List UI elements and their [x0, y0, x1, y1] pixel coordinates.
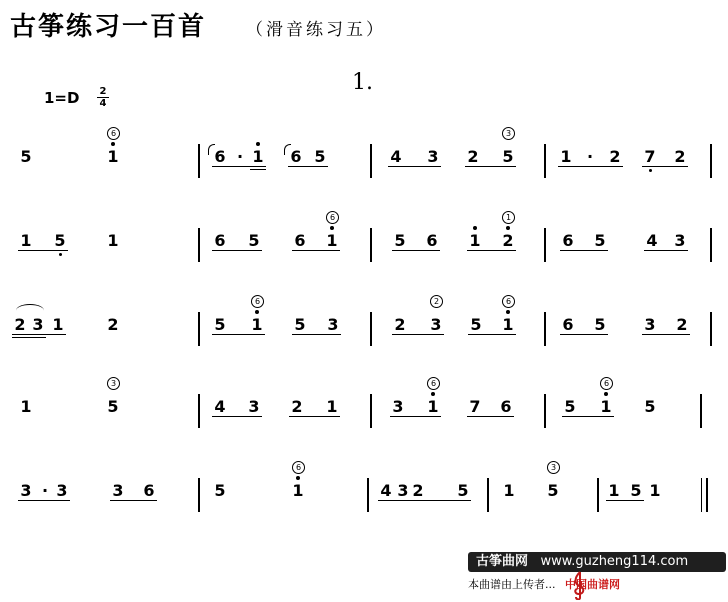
- octave-dot-above: [296, 476, 300, 480]
- underline-beam: [606, 500, 644, 501]
- underline-beam: [562, 416, 614, 417]
- barline: [370, 228, 372, 262]
- string-number-marker: 1: [502, 211, 515, 224]
- underline-beam: [378, 500, 411, 501]
- jianpu-note: 5: [594, 231, 606, 250]
- string-number-marker: 6: [600, 377, 613, 390]
- jianpu-note: 2: [394, 315, 406, 334]
- string-number-marker: 6: [251, 295, 264, 308]
- jianpu-note: 2: [467, 147, 479, 166]
- jianpu-note: 5: [630, 481, 642, 500]
- underline-beam: [560, 334, 608, 335]
- jianpu-note: 5: [394, 231, 406, 250]
- string-number-marker: 6: [502, 295, 515, 308]
- underline-beam: [642, 334, 690, 335]
- underline-beam: [560, 250, 608, 251]
- jianpu-note: 5: [214, 481, 226, 500]
- barline: [198, 394, 200, 428]
- underline-beam: [212, 250, 262, 251]
- jianpu-note: 1: [502, 315, 514, 334]
- jianpu-note: 1: [649, 481, 661, 500]
- watermark-brand: 中国曲谱网: [565, 578, 620, 591]
- barline: [710, 312, 712, 346]
- jianpu-note: ·: [236, 147, 244, 166]
- jianpu-note: 3: [56, 481, 68, 500]
- jianpu-note: 1: [52, 315, 64, 334]
- jianpu-note: 3: [248, 397, 260, 416]
- jianpu-note: 5: [457, 481, 469, 500]
- octave-dot-below: [59, 253, 62, 256]
- jianpu-note: 5: [54, 231, 66, 250]
- octave-dot-below: [649, 169, 652, 172]
- barline: [544, 394, 546, 428]
- jianpu-note: 1: [503, 481, 515, 500]
- jianpu-note: 3: [112, 481, 124, 500]
- barline: [544, 228, 546, 262]
- jianpu-note: 1: [326, 397, 338, 416]
- barline: [700, 394, 702, 428]
- jianpu-note: 5: [644, 397, 656, 416]
- jianpu-note: 3: [392, 397, 404, 416]
- barline: [370, 144, 372, 178]
- jianpu-note: 6: [214, 147, 226, 166]
- jianpu-note: 6: [562, 231, 574, 250]
- page-subtitle: （滑音练习五）: [246, 20, 386, 40]
- underline-beam: [392, 250, 440, 251]
- underline-beam: [467, 416, 514, 417]
- underline-beam: [212, 416, 262, 417]
- underline-beam: [642, 166, 688, 167]
- octave-dot-above: [604, 392, 608, 396]
- octave-dot-above: [506, 310, 510, 314]
- jianpu-note: 5: [314, 147, 326, 166]
- underline-beam: [288, 166, 328, 167]
- underline-beam-double: [12, 337, 46, 338]
- barline: [198, 478, 200, 512]
- underline-beam: [468, 334, 516, 335]
- barline: [198, 312, 200, 346]
- jianpu-note: 5: [214, 315, 226, 334]
- jianpu-note: 1: [107, 231, 119, 250]
- key-signature: 1=D: [44, 89, 80, 107]
- jianpu-note: 6: [214, 231, 226, 250]
- string-number-marker: 3: [107, 377, 120, 390]
- jianpu-note: 2: [412, 481, 424, 500]
- jianpu-note: 4: [390, 147, 402, 166]
- jianpu-note: 1: [326, 231, 338, 250]
- underline-beam: [18, 250, 68, 251]
- barline: [198, 228, 200, 262]
- underline-beam: [110, 500, 157, 501]
- jianpu-note: 1: [469, 231, 481, 250]
- barline: [367, 478, 369, 512]
- jianpu-note: 6: [294, 231, 306, 250]
- jianpu-note: 1: [292, 481, 304, 500]
- jianpu-note: 6: [426, 231, 438, 250]
- jianpu-note: 7: [644, 147, 656, 166]
- watermark-banner: [468, 552, 726, 572]
- barline: [544, 312, 546, 346]
- slur-arc: [16, 304, 44, 317]
- underline-beam: [392, 334, 444, 335]
- underline-beam: [18, 500, 70, 501]
- jianpu-note: 4: [214, 397, 226, 416]
- barline: [487, 478, 489, 512]
- octave-dot-above: [330, 226, 334, 230]
- watermark-footer: [468, 576, 726, 594]
- jianpu-note: 1: [20, 397, 32, 416]
- underline-beam: [289, 416, 340, 417]
- jianpu-note: 1: [20, 231, 32, 250]
- jianpu-note: 5: [564, 397, 576, 416]
- underline-beam: [12, 334, 66, 335]
- jianpu-note: 2: [676, 315, 688, 334]
- barline: [597, 478, 599, 512]
- piece-number: 1.: [352, 70, 373, 95]
- barline: [198, 144, 200, 178]
- jianpu-note: 2: [107, 315, 119, 334]
- jianpu-note: 5: [107, 397, 119, 416]
- jianpu-note: 6: [290, 147, 302, 166]
- jianpu-note: 5: [20, 147, 32, 166]
- barline: [544, 144, 546, 178]
- jianpu-note: 5: [248, 231, 260, 250]
- jianpu-note: 3: [674, 231, 686, 250]
- octave-dot-above: [506, 226, 510, 230]
- jianpu-note: 6: [562, 315, 574, 334]
- octave-dot-above: [111, 142, 115, 146]
- underline-beam: [410, 500, 471, 501]
- jianpu-note: 3: [20, 481, 32, 500]
- octave-dot-above: [431, 392, 435, 396]
- jianpu-note: 4: [380, 481, 392, 500]
- octave-dot-above: [473, 226, 477, 230]
- jianpu-note: 6: [143, 481, 155, 500]
- string-number-marker: 6: [427, 377, 440, 390]
- string-number-marker: 6: [107, 127, 120, 140]
- underline-beam: [467, 250, 516, 251]
- jianpu-note: 2: [502, 231, 514, 250]
- jianpu-note: 7: [469, 397, 481, 416]
- page-title: 古筝练习一百首: [10, 12, 207, 42]
- jianpu-note: 5: [294, 315, 306, 334]
- underline-beam: [212, 166, 266, 167]
- watermark-site-name: 古筝曲网: [476, 554, 529, 569]
- jianpu-note: 2: [291, 397, 303, 416]
- jianpu-note: ·: [41, 481, 49, 500]
- jianpu-note: ·: [586, 147, 594, 166]
- barline: [370, 312, 372, 346]
- jianpu-note: 5: [547, 481, 559, 500]
- underline-beam: [292, 250, 340, 251]
- treble-clef-icon: [568, 570, 590, 600]
- jianpu-note: 1: [560, 147, 572, 166]
- time-signature-numerator: 2: [99, 86, 107, 97]
- time-signature-denominator: 4: [99, 98, 107, 109]
- jianpu-note: 2: [674, 147, 686, 166]
- final-barline-thin: [701, 478, 702, 512]
- barline: [710, 228, 712, 262]
- underline-beam: [390, 416, 441, 417]
- jianpu-note: 1: [107, 147, 119, 166]
- string-number-marker: 2: [430, 295, 443, 308]
- jianpu-note: 2: [14, 315, 26, 334]
- jianpu-note: 6: [500, 397, 512, 416]
- string-number-marker: 6: [292, 461, 305, 474]
- watermark-note: 本曲谱由上传者...: [468, 578, 556, 591]
- jianpu-note: 1: [600, 397, 612, 416]
- jianpu-note: 3: [32, 315, 44, 334]
- jianpu-note: 5: [594, 315, 606, 334]
- watermark-site-url: www.guzheng114.com: [540, 554, 689, 569]
- jianpu-note: 3: [327, 315, 339, 334]
- underline-beam: [292, 334, 341, 335]
- underline-beam: [558, 166, 623, 167]
- underline-beam: [388, 166, 441, 167]
- jianpu-note: 3: [427, 147, 439, 166]
- barline: [710, 144, 712, 178]
- glide-mark: [284, 144, 291, 155]
- string-number-marker: 6: [326, 211, 339, 224]
- string-number-marker: 3: [502, 127, 515, 140]
- glide-mark: [208, 144, 215, 155]
- underline-beam: [212, 334, 265, 335]
- string-number-marker: 3: [547, 461, 560, 474]
- jianpu-note: 4: [646, 231, 658, 250]
- octave-dot-above: [256, 142, 260, 146]
- barline: [706, 478, 708, 512]
- jianpu-note: 5: [502, 147, 514, 166]
- jianpu-note: 2: [609, 147, 621, 166]
- jianpu-note: 1: [251, 315, 263, 334]
- underline-beam: [465, 166, 516, 167]
- jianpu-note: 5: [470, 315, 482, 334]
- barline: [370, 394, 372, 428]
- underline-beam-double: [250, 169, 266, 170]
- jianpu-note: 3: [397, 481, 409, 500]
- octave-dot-above: [255, 310, 259, 314]
- underline-beam: [644, 250, 688, 251]
- jianpu-note: 3: [644, 315, 656, 334]
- watermark: [468, 548, 728, 602]
- jianpu-note: 1: [427, 397, 439, 416]
- jianpu-note: 3: [430, 315, 442, 334]
- jianpu-note: 1: [608, 481, 620, 500]
- jianpu-note: 1: [252, 147, 264, 166]
